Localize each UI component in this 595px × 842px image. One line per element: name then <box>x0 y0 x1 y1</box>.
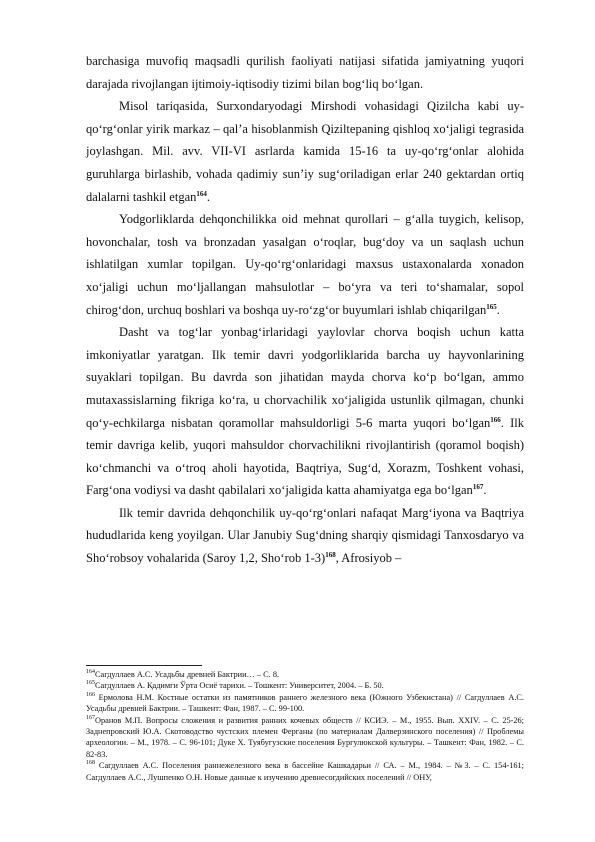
footnote-reference[interactable]: 166 <box>490 415 501 424</box>
footnote-reference[interactable]: 167 <box>472 483 484 492</box>
footnote-number: 168 <box>86 760 95 767</box>
paragraph-text: , Afrosiyob – <box>335 551 402 566</box>
paragraph <box>86 95 524 208</box>
paragraph-text: . <box>496 302 500 317</box>
footnote-text: Сагдуллаев А.С. Усадьбы древней Бактрии… – С. 8. <box>95 670 280 679</box>
footnote-separator <box>86 665 202 666</box>
footnote-text: Ермолова Н.М. Костные остатки из памятников раннего железного века (Южного Узбекистана) // Сагдуллаев А.С. Усадьбы древней Бактрии. – Ташкент: Фан, 1987. – С. 99-100. <box>86 692 524 714</box>
footnote-item <box>86 715 524 761</box>
footnote-item <box>86 760 524 783</box>
paragraph <box>86 50 524 95</box>
footnote-number: 165 <box>86 680 95 687</box>
footnote-text: Сагдуллаев А. Қадимги Ўрта Осиё тарихи. – Тошкент: Университет, 2004. – Б. 50. <box>95 681 384 691</box>
footnote-reference[interactable]: 165 <box>486 302 497 311</box>
footnote-text: Оранов М.П. Вопросы сложения и развития ранних кочевых обществ // КСИЭ. – М., 1955. Вып. XXIV. – С. 25-26; Заднепровский Ю.А. Скотоводство чустских племен Ферганы (по материалам Далверзинского поселения) // Проблемы археологии. – М., 1978. – С. 96-101; Дуке Х. Туябугузские поселения Бургулюкской культуры. – Ташкент: Фан, 1982. – С. 82-83. <box>86 715 524 759</box>
paragraph-text: Dasht va tog‘lar yonbag‘irlaridagi yaylovlar chorva boqish uchun katta imkoniyatlar yaratgan. Ilk temir davri yodgorliklarida barcha uy hayvonlarining suyaklari topilgan. Bu davrda son jihatidan mayda chorva ko‘p bo‘lgan, ammo mutaxassislarning fikriga ko‘ra, u chorvachilik xo‘jaligida ustunlik qilmagan, chunki qo‘y-echkilarga nisbatan qoramollar mahsuldorligi 5-6 marta yuqori bo‘lgan <box>86 325 524 430</box>
paragraph-text: . Ilk temir davriga kelib, yuqori mahsuldor chorvachilikni rivojlantirish (qoramol boqish) ko‘chmanchi va o‘troq aholi hayotida, Baqtriya, Sug‘d, Xorazm, Toshkent vohasi, Farg‘ona vodiysi va dasht qabilalari xo‘jaligida katta ahamiyatga ega bo‘lgan <box>86 415 524 498</box>
footnotes <box>86 669 524 783</box>
footnote-number: 167 <box>86 714 95 721</box>
paragraph-text: Misol tariqasida, Surxondaryodagi Mirshodi vohasidagi Qizilcha kabi uy-qo‘rg‘onlar yirik markaz – qal’a hisoblanmish Qiziltepaning qishloq xo‘jaligi tegrasida joylashgan. Mil. avv. VII-VI asrlarda kamida 15-16 ta uy-qo‘rg‘onlar alohida guruhlarga birlashib, vohada qadimiy sun’iy sug‘oriladigan erlar 240 gektardan ortiq dalalarni tashkil etgan <box>86 99 524 204</box>
footnote-item <box>86 692 524 715</box>
paragraph <box>86 502 524 570</box>
footnote-text: Сагдуллаев А.С. Поселения раннежелезного века в бассейне Кашкадарьи // СА. – М., 1984. – №3. – С. 154-161; Сагдуллаев А.С., Лушпенко О.Н. Новые данные к изучению древнесогдийских поселений // ОНУ, <box>86 761 524 782</box>
paragraph-text: Yodgorliklarda dehqonchilikka oid mehnat qurollari – g‘alla tuygich, kelisop, hovonchalar, tosh va bronzadan yasalgan o‘roqlar, bug‘doy va un saqlash uchun ishlatilgan xumlar topilgan. Uy-qo‘rg‘onlaridagi maxsus ustaxonalarda xonadon xo‘jaligi uchun mo‘ljallangan mahsulotlar – bo‘yra va teri to‘shamalar, sopol chirog‘don, urchuq boshlari va boshqa uy-ro‘zg‘or buyumlari ishlab chiqarilgan <box>86 212 524 317</box>
footnote-reference[interactable]: 168 <box>325 550 336 559</box>
paragraph <box>86 208 524 321</box>
footnote-item <box>86 669 524 680</box>
paragraph-text: Ilk temir davrida dehqonchilik uy-qo‘rg‘onlari nafaqat Marg‘iyona va Baqtriya hududlarida keng yoyilgan. Ular Janubiy Sug‘dning sharqiy qismidagi Tanxosdaryo va Sho‘robsoy vohalarida (Saroy 1,2, Sho‘rob 1-3) <box>86 505 524 566</box>
footnote-item <box>86 680 524 691</box>
paragraph <box>86 321 524 502</box>
footnote-reference[interactable]: 164 <box>196 189 207 198</box>
paragraph-text: . <box>483 483 487 498</box>
footnote-number: 164 <box>86 669 95 676</box>
main-text <box>86 50 524 570</box>
paragraph-text: barchasiga muvofiq maqsadli qurilish faoliyati natijasi sifatida jamiyatning yuqori darajada rivojlangan ijtimoiy-iqtisodiy tizimi bilan bog‘liq bo‘lgan. <box>86 54 524 91</box>
footnote-number: 166 <box>86 692 95 699</box>
paragraph-text: . <box>206 189 211 204</box>
